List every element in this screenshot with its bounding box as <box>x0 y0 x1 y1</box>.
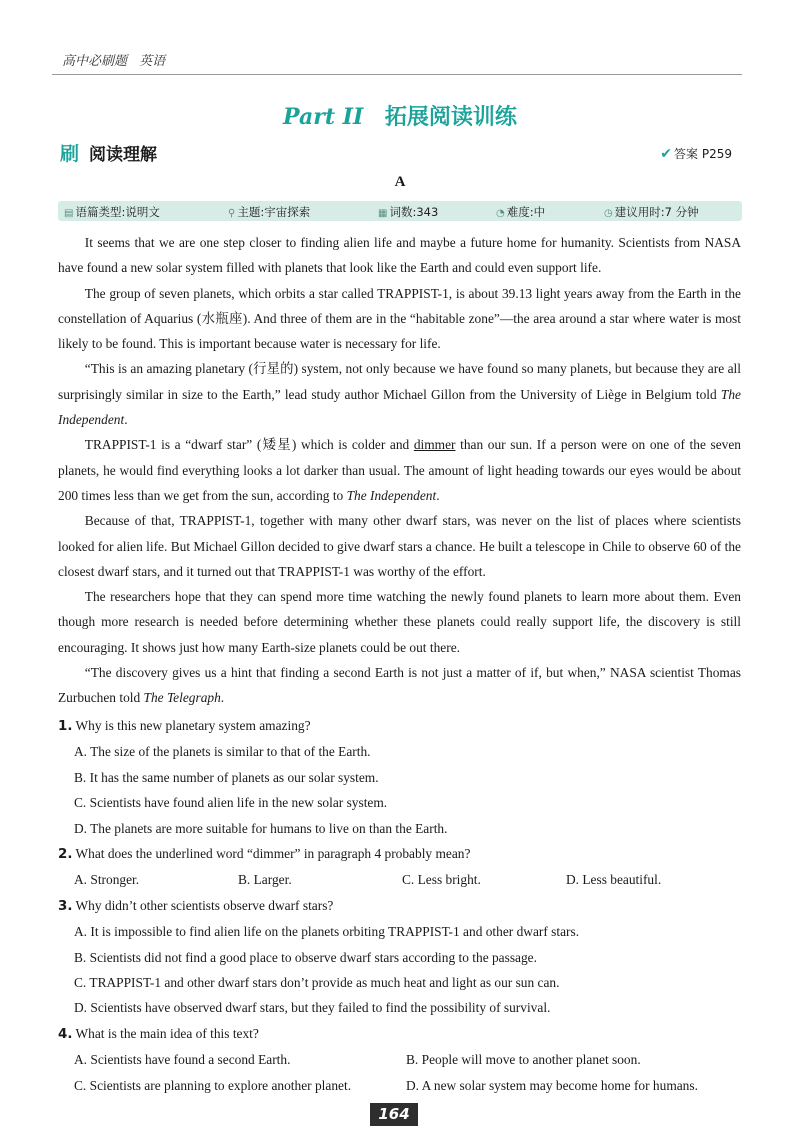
option-b: B. It has the same number of planets as our solar system. <box>74 769 379 785</box>
question-stem: 1. Why is this new planetary system amazing? <box>58 718 311 734</box>
option-a: A. Scientists have found a second Earth. <box>74 1052 291 1068</box>
shua-icon: 刷 <box>60 143 80 165</box>
question-1 <box>58 713 741 841</box>
book-title: 高中必刷题 <box>62 54 128 69</box>
option-d: D. The planets are more suitable for humans to live on than the Earth. <box>74 820 448 836</box>
question-stem: 4. What is the main idea of this text? <box>58 1025 259 1042</box>
source-citation: The Independent <box>346 487 437 503</box>
underlined-word: dimmer <box>413 437 456 453</box>
answer-reference <box>660 145 732 162</box>
paragraph-1: It seems that we are one step closer to finding alien life and maybe a future home for humanity. Scientists from NASA have found a new solar system filled with planets that look like the Earth and could even support life. <box>58 235 741 276</box>
options-row <box>74 1073 741 1098</box>
question-stem: 3. Why didn’t other scientists observe dwarf stars? <box>58 897 334 914</box>
option-c: C. TRAPPIST-1 and other dwarf stars don’t provide as much heat and light as our sun can. <box>74 975 560 991</box>
passage-letter: A <box>394 174 406 190</box>
info-time: ◷ 建议用时:7 分钟 <box>604 205 699 219</box>
count-icon: ▦ <box>378 208 388 219</box>
paragraph-6: The researchers hope that they can spend more time watching the newly found planets to learn more about them. Even though more research is needed before determining whether these planets could really support life, the discovery is still encouraging. It shows just how many Earth-size planets could be out there. <box>58 589 741 655</box>
paragraph-7: “The discovery gives us a hint that finding a second Earth is not just a matter of if, but when,” NASA scientist Thomas Zurbuchen told The Telegraph. <box>58 665 741 706</box>
part-title <box>0 100 800 131</box>
subject-label: 英语 <box>139 54 166 69</box>
question-4 <box>58 1021 741 1098</box>
check-icon: ✔ <box>660 146 673 162</box>
option-d: D. Scientists have observed dwarf stars, but they failed to find the possibility of survival. <box>74 1000 551 1016</box>
option-d: D. A new solar system may become home for humans. <box>406 1077 698 1093</box>
info-topic: ⚲ 主题:宇宙探索 <box>228 205 311 219</box>
option-b: B. Larger. <box>238 872 292 888</box>
paragraph-2: The group of seven planets, which orbits a star called TRAPPIST-1, is about 39.13 light years away from the Earth in the constellation of Aquarius (水瓶座). And three of them are in the “habitable zone”—the area around a star where water is most likely to be found. This is important because water is necessary for life. <box>58 285 741 352</box>
section-header <box>60 139 740 165</box>
question-stem: 2. What does the underlined word “dimmer” in paragraph 4 probably mean? <box>58 846 471 863</box>
part-label: Part II <box>283 104 364 130</box>
option-b: B. Scientists did not find a good place to observe dwarf stars according to the passage. <box>74 949 537 965</box>
options-row <box>74 867 741 892</box>
search-icon: ⚲ <box>228 208 236 219</box>
option-a: A. The size of the planets is similar to that of the Earth. <box>74 744 371 760</box>
page-number: 164 <box>370 1103 418 1126</box>
question-list <box>58 713 741 1098</box>
clock-icon: ◷ <box>604 208 613 219</box>
section-title: 阅读理解 <box>89 145 158 165</box>
running-header <box>62 50 173 69</box>
source-citation: The Telegraph <box>143 690 221 706</box>
part-heading: 拓展阅读训练 <box>384 104 517 130</box>
option-a: A. It is impossible to find alien life on the planets orbiting TRAPPIST-1 and other dwarf stars. <box>74 924 580 940</box>
source-citation: The Independent <box>58 386 741 428</box>
book-icon: ▤ <box>64 208 74 219</box>
paragraph-4: TRAPPIST-1 is a “dwarf star” (矮星) which is colder and dimmer than our sun. If a person were on one of the seven planets, he would find everything looks a lot darker than usual. The amount of light heading towards our eyes would be about 200 times less than we get from the sun, according to The Independent. <box>58 437 741 503</box>
option-c: C. Scientists have found alien life in the new solar system. <box>74 795 388 811</box>
option-c: C. Less bright. <box>402 872 481 888</box>
paragraph-3: “This is an amazing planetary (行星的) system, not only because we have found so many planets, but because they are all surprisingly similar in size to the Earth,” lead study author Michael Gillon from the University of Liège in Belgium told The Independent. <box>58 361 741 428</box>
question-3 <box>58 893 741 1021</box>
option-c: C. Scientists are planning to explore another planet. <box>74 1077 352 1093</box>
gauge-icon: ◔ <box>496 208 505 219</box>
info-genre: ▤ 语篇类型:说明文 <box>64 205 160 219</box>
header-divider <box>52 74 742 75</box>
paragraph-5: Because of that, TRAPPIST-1, together with many other dwarf stars, was never on the list of places where scientists looked for alien life. But Michael Gillon decided to give dwarf stars a chance. He built a telescope in Chile to observe 60 of the closest dwarf stars, and it turned out that TRAPPIST-1 was worthy of the effort. <box>58 513 741 579</box>
option-d: D. Less beautiful. <box>566 872 662 888</box>
info-difficulty: ◔ 难度:中 <box>496 205 546 219</box>
option-a: A. Stronger. <box>74 872 140 888</box>
question-2 <box>58 841 741 893</box>
info-bar <box>58 201 742 221</box>
reading-passage <box>58 230 741 711</box>
option-b: B. People will move to another planet soon. <box>406 1052 641 1068</box>
options-row <box>74 1047 741 1072</box>
info-word-count: ▦ 词数:343 <box>378 205 439 219</box>
answer-page: 答案 P259 <box>674 147 732 161</box>
